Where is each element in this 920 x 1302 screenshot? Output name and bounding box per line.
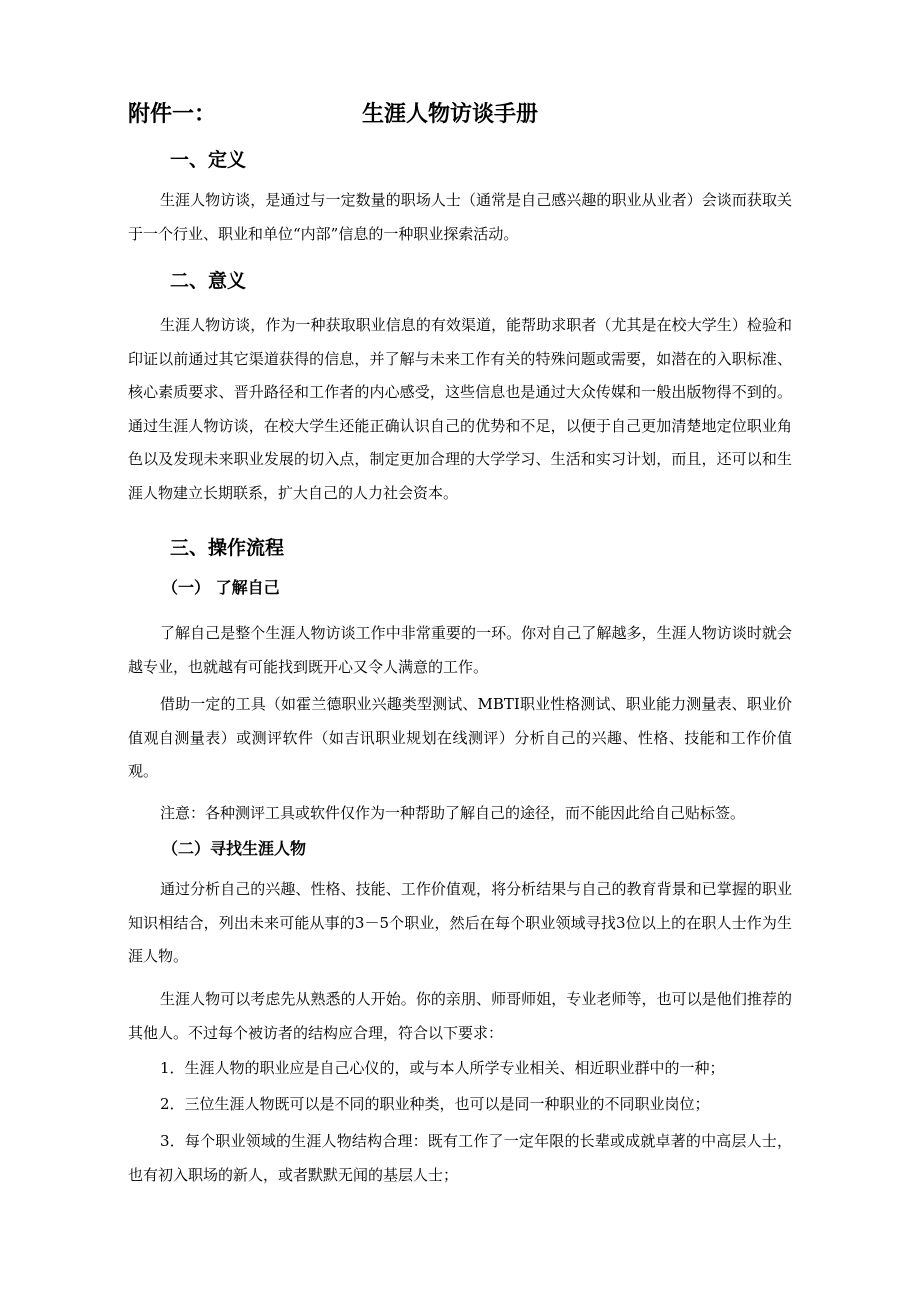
paragraph-definition: 生涯人物访谈，是通过与一定数量的职场人士（通常是自己感兴趣的职业从业者）会谈而获取关于一个行业、职业和单位“内部”信息的一种职业探索活动。: [128, 191, 792, 243]
document-title: [128, 98, 808, 132]
paragraph-know-yourself-1: 了解自己是整个生涯人物访谈工作中非常重要的一环。你对自己了解越多，生涯人物访谈时就会越专业，也就越有可能找到既开心又令人满意的工作。: [128, 624, 792, 676]
subheading-find-career-person: （二）寻找生涯人物: [162, 839, 307, 858]
subheading-know-yourself: （一） 了解自己: [162, 578, 280, 597]
heading-significance: 二、意义: [170, 270, 247, 292]
paragraph-find-2: 生涯人物可以考虑先从熟悉的人开始。你的亲朋、师哥师姐，专业老师等，也可以是他们推荐的其他人。不过每个被访者的结构应合理，符合以下要求：: [128, 990, 792, 1042]
paragraph-know-yourself-note: 注意：各种测评工具或软件仅作为一种帮助了解自己的途径，而不能因此给自己贴标签。: [160, 804, 746, 822]
list-item-3: 3．每个职业领域的生涯人物结构合理：既有工作了一定年限的长辈或成就卓著的中高层人士，也有初入职场的新人，或者默默无闻的基层人士；: [128, 1132, 792, 1184]
paragraph-know-yourself-2: 借助一定的工具（如霍兰德职业兴趣类型测试、MBTI职业性格测试、职业能力测量表、职业价值观自测量表）或测评软件（如吉讯职业规划在线测评）分析自己的兴趣、性格、技能和工作价值观。: [128, 695, 792, 780]
paragraph-significance: 生涯人物访谈，作为一种获取职业信息的有效渠道，能帮助求职者（尤其是在校大学生）检验和印证以前通过其它渠道获得的信息，并了解与未来工作有关的特殊问题或需要，如潜在的入职标准、核心素质要求、晋升路径和工作者的内心感受，这些信息也是通过大众传媒和一般出版物得不到的。通过生涯人物访谈，在校大学生还能正确认识自己的优势和不足，以便于自己更加清楚地定位职业角色以及发现未来职业发展的切入点，制定更加合理的大学学习、生活和实习计划，而且，还可以和生涯人物建立长期联系，扩大自己的人力社会资本。: [128, 316, 792, 502]
title-main: 生涯人物访谈手册: [362, 102, 539, 127]
heading-definition: 一、定义: [170, 149, 247, 171]
paragraph-find-1: 通过分析自己的兴趣、性格、技能、工作价值观，将分析结果与自己的教育背景和已掌握的职业知识相结合，列出未来可能从事的3－5个职业，然后在每个职业领域寻找3位以上的在职人士作为生涯人物。: [128, 880, 792, 965]
title-prefix: 附件一：: [128, 102, 217, 127]
heading-process: 三、操作流程: [170, 537, 285, 559]
list-item-2: 2．三位生涯人物既可以是不同的职业种类，也可以是同一种职业的不同职业岗位；: [160, 1095, 710, 1113]
list-item-1: 1．生涯人物的职业应是自己心仪的，或与本人所学专业相关、相近职业群中的一种；: [160, 1059, 725, 1077]
